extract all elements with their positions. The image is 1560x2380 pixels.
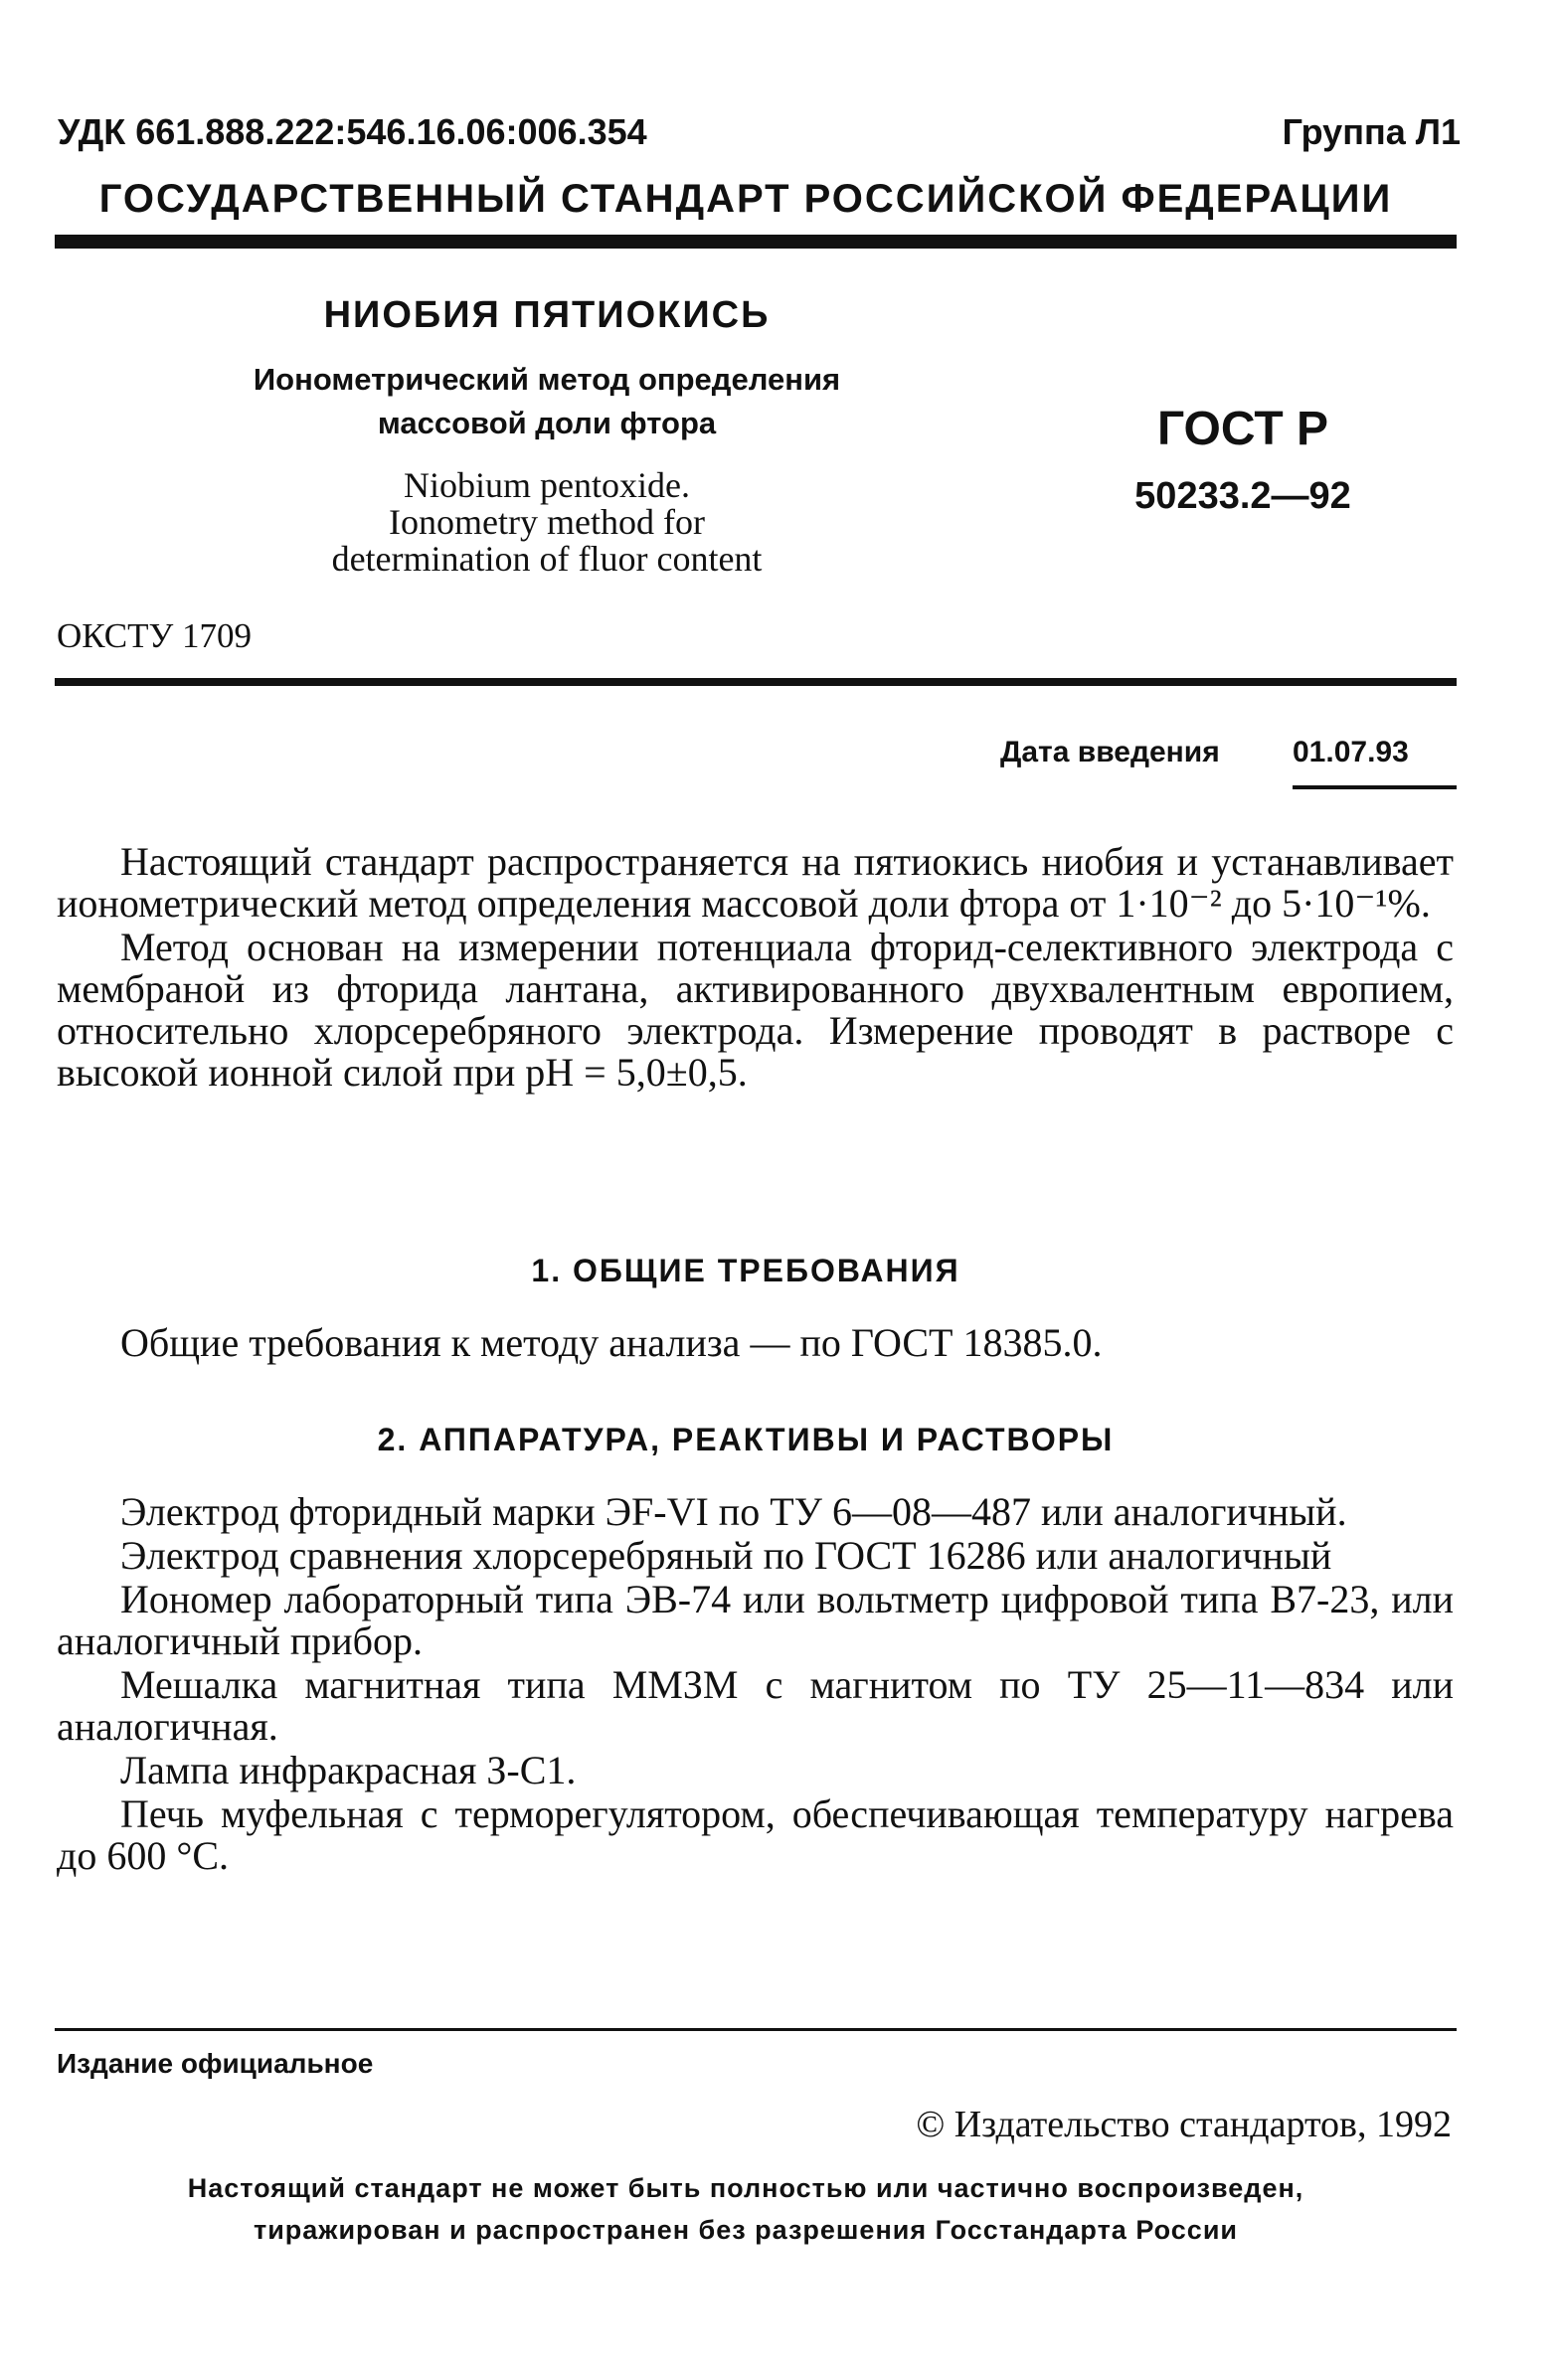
list-item-infrared-lamp: Лампа инфракрасная З-С1. [120, 1748, 577, 1792]
intro-text [57, 841, 1454, 1096]
english-title [229, 467, 865, 578]
subtitle-line-1: Ионометрический метод определения [253, 362, 841, 397]
paragraph-method: Метод основан на измерении потенциала фторид-селективного электрода с мембраной из фторида лантана, активированного двухвалентным европием, относительно хлорсеребряного электрода. Измерение проводят в растворе с высокой ионной силой при pH = 5,0±0,5. [57, 925, 1454, 1095]
heavy-divider-top [55, 235, 1457, 249]
reproduction-notice-line-2: тиражирован и распространен без разрешения Госстандарта России [253, 2215, 1239, 2245]
document-subtitle [199, 358, 895, 445]
paragraph-general-requirements: Общие требования к методу анализа — по ГОСТ 18385.0. [120, 1320, 1103, 1365]
footer-divider [55, 2028, 1457, 2031]
gost-label: ГОСТ Р [1156, 403, 1329, 455]
list-item-reference-electrode: Электрод сравнения хлорсеребряный по ГОСТ 16286 или аналогичный [120, 1533, 1332, 1578]
document-title: НИОБИЯ ПЯТИОКИСЬ [323, 294, 771, 336]
udk-code: УДК 661.888.222:546.16.06:006.354 [58, 111, 647, 152]
group-code: Группа Л1 [1282, 111, 1461, 152]
english-line-3: determination of fluor content [331, 539, 763, 579]
section-1-body [57, 1322, 1454, 1366]
list-item-fluoride-electrode: Электрод фторидный марки ЭF-VI по ТУ 6—08—487 или аналогичный. [120, 1489, 1347, 1534]
heavy-divider-middle [55, 678, 1457, 686]
english-line-2: Ionometry method for [389, 502, 705, 542]
english-line-1: Niobium pentoxide. [404, 465, 690, 505]
list-item-magnetic-stirrer: Мешалка магнитная типа ММЗМ с магнитом по ТУ 25—11—834 или аналогичная. [57, 1662, 1454, 1749]
list-item-muffle-furnace: Печь муфельная с терморегулятором, обеспечивающая температуру нагрева до 600 °С. [57, 1791, 1454, 1878]
reproduction-notice [40, 2167, 1452, 2251]
intro-date-label: Дата введения [1000, 736, 1220, 768]
copyright-notice: © Издательство стандартов, 1992 [916, 2104, 1452, 2145]
paragraph-scope: Настоящий стандарт распространяется на пятиокись ниобия и устанавливает ионометрический метод определения массовой доли фтора от 1·10⁻² до 5·10⁻¹%. [57, 839, 1454, 926]
state-standard-heading: ГОСУДАРСТВЕННЫЙ СТАНДАРТ РОССИЙСКОЙ ФЕДЕРАЦИИ [98, 177, 1393, 221]
official-edition-label: Издание официальное [57, 2048, 374, 2079]
reproduction-notice-line-1: Настоящий стандарт не может быть полностью или частично воспроизведен, [187, 2173, 1304, 2203]
list-item-ionomer: Иономер лабораторный типа ЭВ-74 или вольтметр цифровой типа В7-23, или аналогичный прибор. [57, 1577, 1454, 1663]
intro-date-underline [1293, 785, 1457, 789]
section-1-heading: 1. ОБЩИЕ ТРЕБОВАНИЯ [531, 1253, 960, 1288]
section-2-heading: 2. АППАРАТУРА, РЕАКТИВЫ И РАСТВОРЫ [377, 1422, 1115, 1457]
gost-number: 50233.2—92 [1134, 475, 1351, 517]
intro-date-value: 01.07.93 [1293, 736, 1409, 768]
section-2-body [57, 1491, 1454, 1879]
oksty-code: ОКСТУ 1709 [57, 616, 253, 655]
subtitle-line-2: массовой доли фтора [377, 406, 717, 440]
